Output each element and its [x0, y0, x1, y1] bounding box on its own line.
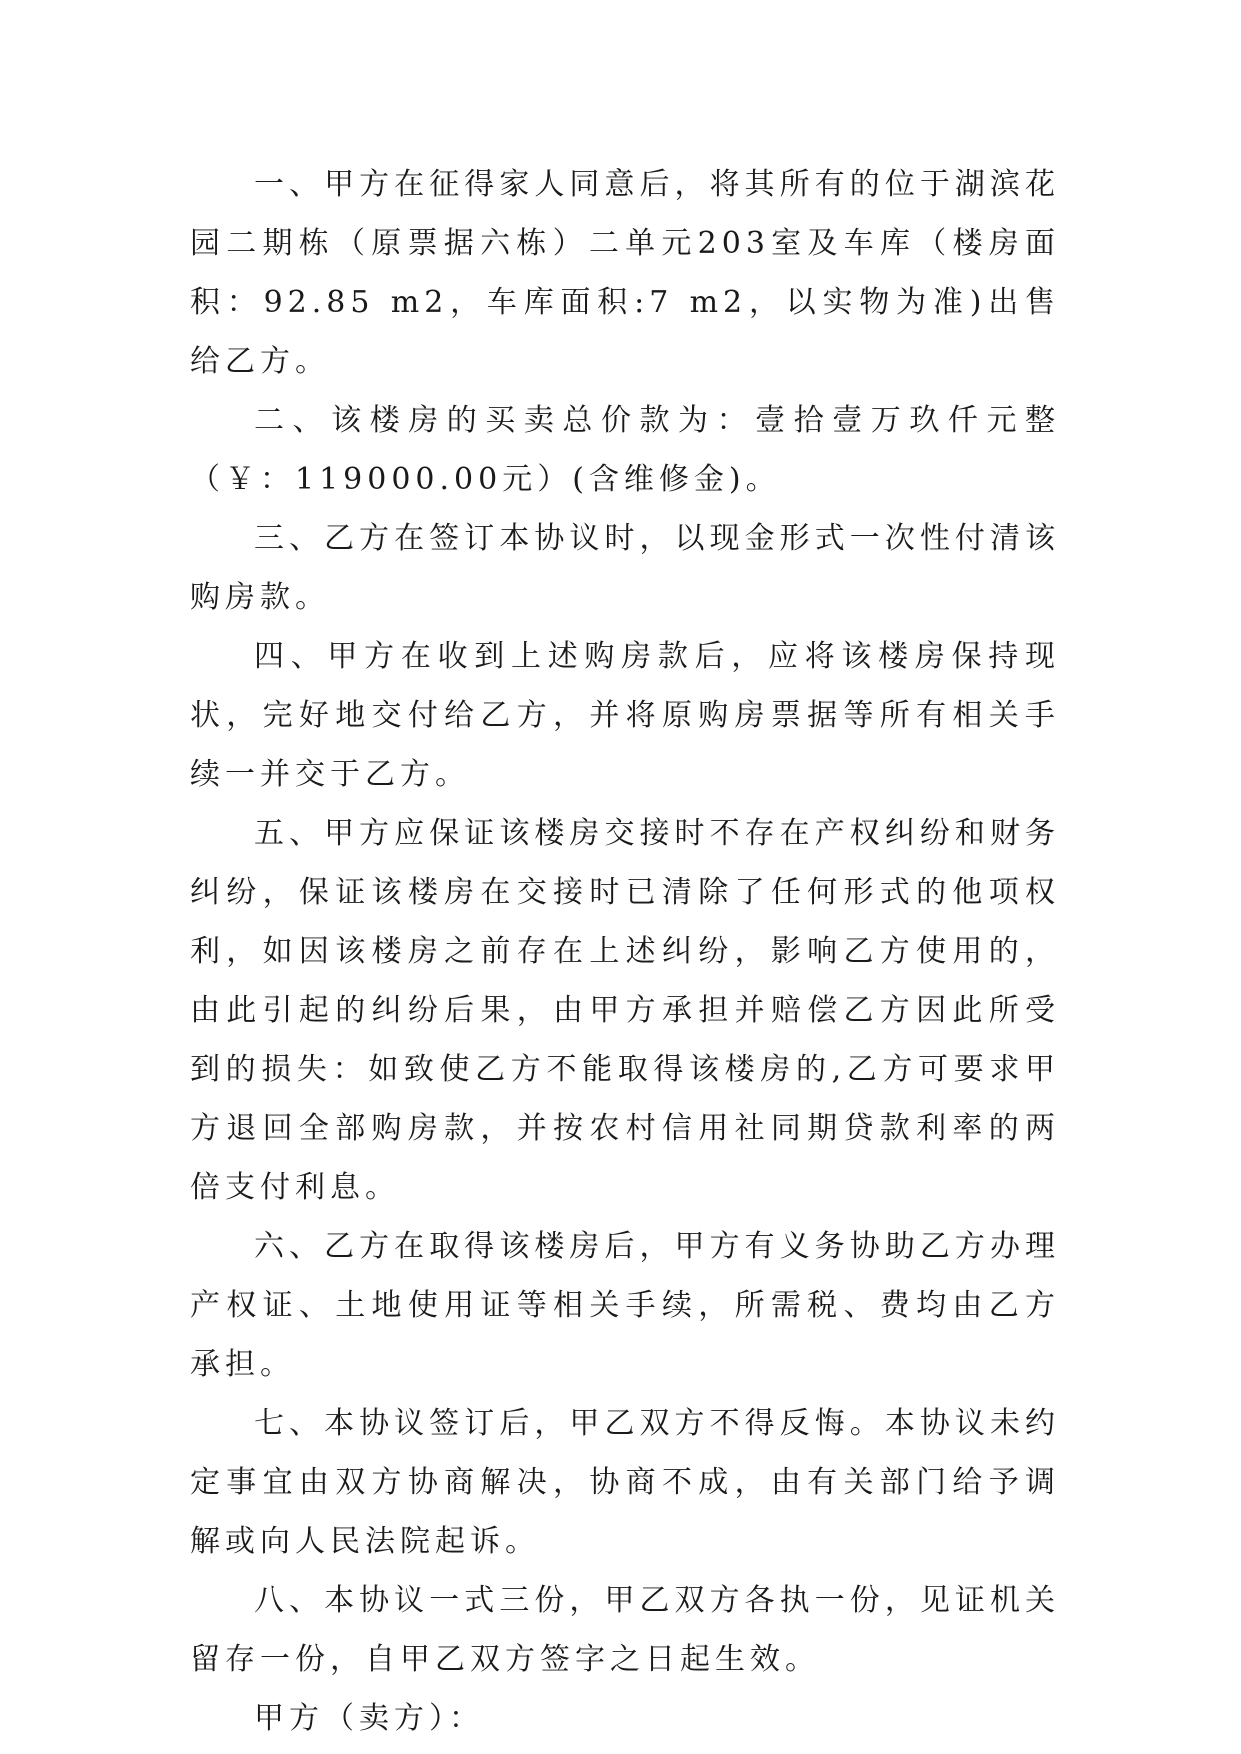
- clause-5: 五、甲方应保证该楼房交接时不存在产权纠纷和财务纠纷，保证该楼房在交接时已清除了任何形式的他项权利，如因该楼房之前存在上述纠纷，影响乙方使用的，由此引起的纠纷后果，由甲方承担并赔偿乙方因此所受到的损失：如致使乙方不能取得该楼房的,乙方可要求甲方退回全部购房款，并按农村信用社同期贷款利率的两倍支付利息。: [190, 816, 1060, 1205]
- seller-signature-label: 甲方（卖方）：: [254, 1701, 484, 1736]
- clause-2: 二、该楼房的买卖总价款为：壹拾壹万玖仟元整（￥：119000.00元）(含维修金)。: [190, 403, 1060, 497]
- clause-6: 六、乙方在取得该楼房后，甲方有义务协助乙方办理产权证、土地使用证等相关手续，所需税、费均由乙方承担。: [190, 1229, 1060, 1382]
- clause-7: 七、本协议签订后，甲乙双方不得反悔。本协议未约定事宜由双方协商解决，协商不成，由有关部门给予调解或向人民法院起诉。: [190, 1406, 1060, 1559]
- clause-8: 八、本协议一式三份，甲乙双方各执一份，见证机关留存一份，自甲乙双方签字之日起生效。: [190, 1583, 1060, 1677]
- clause-3: 三、乙方在签订本协议时，以现金形式一次性付清该购房款。: [190, 521, 1060, 615]
- agreement-body: [190, 155, 1060, 1748]
- clause-4: 四、甲方在收到上述购房款后，应将该楼房保持现状，完好地交付给乙方，并将原购房票据等所有相关手续一并交于乙方。: [190, 639, 1060, 792]
- clause-1: 一、甲方在征得家人同意后，将其所有的位于湖滨花园二期栋（原票据六栋）二单元203室及车库（楼房面积：92.85 m2，车库面积:7 m2，以实物为准)出售给乙方。: [190, 167, 1060, 379]
